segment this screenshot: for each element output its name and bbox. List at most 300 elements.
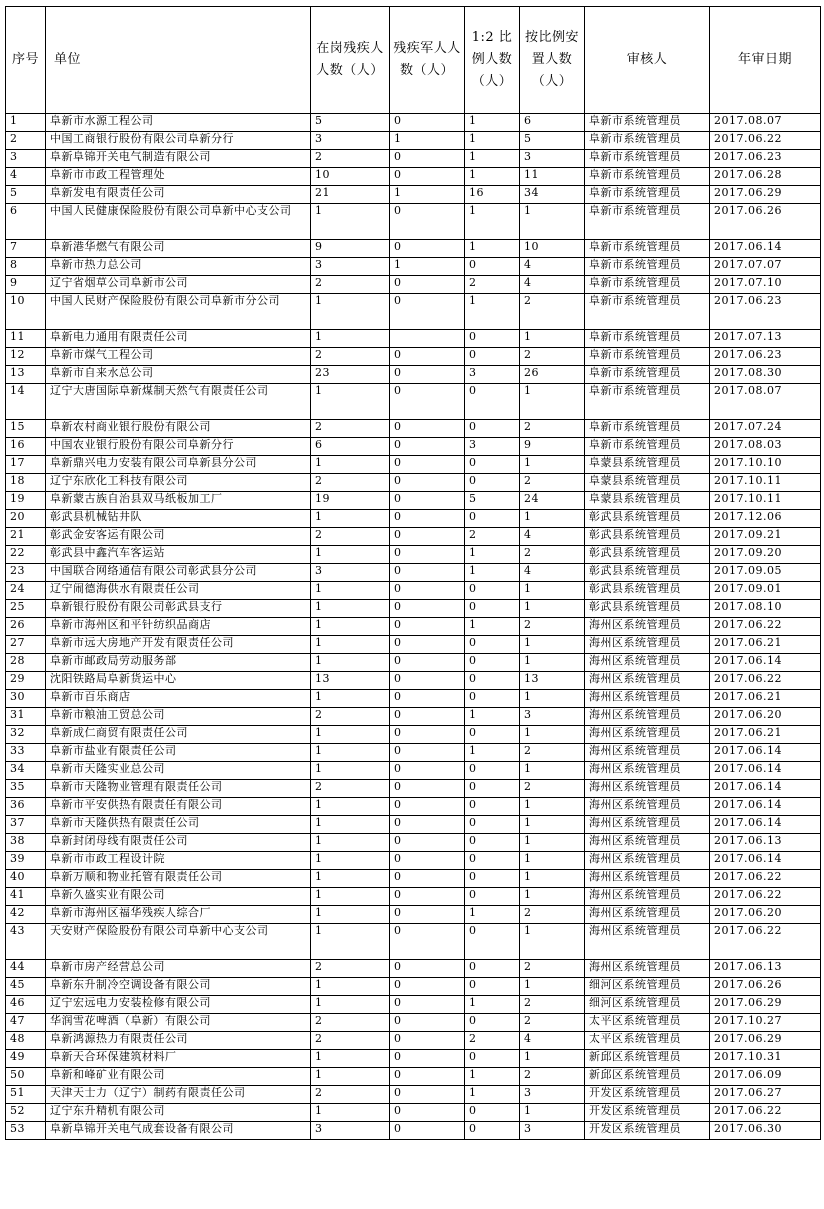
cell-unit: 阜新市粮油工贸总公司 [46, 708, 311, 726]
table-row [6, 1014, 821, 1032]
cell-unit: 天津天士力（辽宁）制药有限责任公司 [46, 1086, 311, 1104]
cell-review-date: 2017.06.14 [710, 240, 821, 258]
cell-review-date: 2017.06.20 [710, 708, 821, 726]
table-row [6, 492, 821, 510]
table-row [6, 258, 821, 276]
cell-disabled-veterans: 0 [390, 276, 465, 294]
cell-placement-count: 34 [520, 186, 585, 204]
cell-reviewer: 海州区系统管理员 [585, 960, 710, 978]
cell-seq: 33 [6, 744, 46, 762]
cell-review-date: 2017.12.06 [710, 510, 821, 528]
cell-unit: 中国工商银行股份有限公司阜新分行 [46, 132, 311, 150]
cell-seq: 24 [6, 582, 46, 600]
cell-placement-count: 2 [520, 474, 585, 492]
table-row [6, 474, 821, 492]
cell-review-date: 2017.09.01 [710, 582, 821, 600]
cell-reviewer: 海州区系统管理员 [585, 888, 710, 906]
cell-disabled-veterans: 0 [390, 438, 465, 456]
cell-placement-count: 4 [520, 564, 585, 582]
cell-ratio-count: 16 [465, 186, 520, 204]
cell-reviewer: 开发区系统管理员 [585, 1086, 710, 1104]
cell-disabled-staff: 1 [311, 834, 390, 852]
cell-seq: 19 [6, 492, 46, 510]
cell-ratio-count: 2 [465, 528, 520, 546]
cell-reviewer: 阜新市系统管理员 [585, 420, 710, 438]
cell-disabled-veterans: 0 [390, 510, 465, 528]
cell-reviewer: 海州区系统管理员 [585, 618, 710, 636]
cell-disabled-veterans: 0 [390, 636, 465, 654]
cell-reviewer: 海州区系统管理员 [585, 654, 710, 672]
cell-disabled-staff: 1 [311, 1104, 390, 1122]
cell-reviewer: 海州区系统管理员 [585, 834, 710, 852]
cell-placement-count: 1 [520, 582, 585, 600]
cell-disabled-staff: 2 [311, 1032, 390, 1050]
cell-ratio-count: 0 [465, 960, 520, 978]
table-row [6, 762, 821, 780]
cell-disabled-veterans: 0 [390, 348, 465, 366]
cell-disabled-staff: 1 [311, 600, 390, 618]
cell-unit: 阜新市盐业有限责任公司 [46, 744, 311, 762]
cell-unit: 阜新蒙古族自治县双马纸板加工厂 [46, 492, 311, 510]
cell-ratio-count: 1 [465, 132, 520, 150]
table-row [6, 348, 821, 366]
cell-disabled-staff: 2 [311, 1086, 390, 1104]
header-seq: 序号 [6, 7, 46, 114]
cell-disabled-staff: 2 [311, 420, 390, 438]
cell-reviewer: 海州区系统管理员 [585, 744, 710, 762]
cell-disabled-staff: 6 [311, 438, 390, 456]
cell-review-date: 2017.06.14 [710, 852, 821, 870]
cell-disabled-veterans: 0 [390, 1068, 465, 1086]
cell-ratio-count: 1 [465, 996, 520, 1014]
cell-disabled-veterans: 0 [390, 150, 465, 168]
table-row [6, 906, 821, 924]
cell-reviewer: 阜新市系统管理员 [585, 294, 710, 330]
cell-reviewer: 海州区系统管理员 [585, 852, 710, 870]
cell-review-date: 2017.06.14 [710, 798, 821, 816]
cell-disabled-staff: 1 [311, 294, 390, 330]
cell-disabled-veterans: 0 [390, 960, 465, 978]
cell-review-date: 2017.06.27 [710, 1086, 821, 1104]
cell-disabled-staff: 10 [311, 168, 390, 186]
cell-ratio-count: 0 [465, 816, 520, 834]
cell-placement-count: 4 [520, 1032, 585, 1050]
cell-seq: 42 [6, 906, 46, 924]
cell-review-date: 2017.06.22 [710, 888, 821, 906]
cell-review-date: 2017.08.03 [710, 438, 821, 456]
cell-disabled-veterans [390, 330, 465, 348]
cell-reviewer: 阜新市系统管理员 [585, 204, 710, 240]
cell-review-date: 2017.06.14 [710, 780, 821, 798]
cell-reviewer: 阜新市系统管理员 [585, 168, 710, 186]
cell-seq: 35 [6, 780, 46, 798]
cell-placement-count: 1 [520, 816, 585, 834]
cell-disabled-veterans: 0 [390, 762, 465, 780]
cell-disabled-staff: 1 [311, 816, 390, 834]
cell-disabled-veterans: 0 [390, 168, 465, 186]
table-row [6, 186, 821, 204]
cell-seq: 29 [6, 672, 46, 690]
cell-unit: 阜新市百乐商店 [46, 690, 311, 708]
cell-reviewer: 彰武县系统管理员 [585, 564, 710, 582]
cell-disabled-staff: 1 [311, 618, 390, 636]
cell-ratio-count: 0 [465, 834, 520, 852]
cell-review-date: 2017.06.22 [710, 672, 821, 690]
cell-reviewer: 阜新市系统管理员 [585, 348, 710, 366]
cell-disabled-staff: 1 [311, 924, 390, 960]
cell-reviewer: 海州区系统管理员 [585, 870, 710, 888]
cell-seq: 14 [6, 384, 46, 420]
cell-review-date: 2017.08.07 [710, 384, 821, 420]
cell-review-date: 2017.07.24 [710, 420, 821, 438]
cell-ratio-count: 0 [465, 1122, 520, 1140]
cell-seq: 11 [6, 330, 46, 348]
cell-review-date: 2017.07.07 [710, 258, 821, 276]
cell-disabled-staff: 1 [311, 654, 390, 672]
cell-placement-count: 1 [520, 1104, 585, 1122]
cell-unit: 阜新封闭母线有限责任公司 [46, 834, 311, 852]
cell-placement-count: 1 [520, 870, 585, 888]
table-row [6, 150, 821, 168]
cell-reviewer: 开发区系统管理员 [585, 1122, 710, 1140]
cell-unit: 阜新港华燃气有限公司 [46, 240, 311, 258]
cell-ratio-count: 0 [465, 780, 520, 798]
cell-disabled-staff: 1 [311, 636, 390, 654]
table-row [6, 690, 821, 708]
cell-disabled-staff: 1 [311, 330, 390, 348]
cell-reviewer: 阜新市系统管理员 [585, 186, 710, 204]
cell-disabled-staff: 1 [311, 1050, 390, 1068]
table-row [6, 708, 821, 726]
cell-reviewer: 彰武县系统管理员 [585, 582, 710, 600]
cell-reviewer: 新邱区系统管理员 [585, 1050, 710, 1068]
cell-disabled-veterans: 0 [390, 672, 465, 690]
cell-unit: 阜新银行股份有限公司彰武县支行 [46, 600, 311, 618]
cell-disabled-staff: 1 [311, 762, 390, 780]
cell-ratio-count: 0 [465, 654, 520, 672]
cell-review-date: 2017.06.23 [710, 150, 821, 168]
cell-reviewer: 彰武县系统管理员 [585, 600, 710, 618]
cell-review-date: 2017.06.20 [710, 906, 821, 924]
cell-disabled-veterans: 0 [390, 798, 465, 816]
cell-placement-count: 1 [520, 510, 585, 528]
cell-disabled-veterans: 0 [390, 744, 465, 762]
cell-review-date: 2017.06.29 [710, 996, 821, 1014]
cell-unit: 阜新市市政工程管理处 [46, 168, 311, 186]
cell-disabled-staff: 3 [311, 1122, 390, 1140]
cell-ratio-count: 1 [465, 114, 520, 132]
cell-unit: 彰武县中鑫汽车客运站 [46, 546, 311, 564]
table-row [6, 852, 821, 870]
cell-seq: 7 [6, 240, 46, 258]
cell-seq: 20 [6, 510, 46, 528]
table-row [6, 978, 821, 996]
cell-unit: 中国人民健康保险股份有限公司阜新中心支公司 [46, 204, 311, 240]
cell-disabled-veterans: 0 [390, 1014, 465, 1032]
cell-disabled-veterans: 0 [390, 906, 465, 924]
cell-ratio-count: 1 [465, 168, 520, 186]
cell-review-date: 2017.09.05 [710, 564, 821, 582]
cell-seq: 37 [6, 816, 46, 834]
cell-unit: 阜新东升制冷空调设备有限公司 [46, 978, 311, 996]
cell-disabled-veterans: 0 [390, 204, 465, 240]
table-row [6, 564, 821, 582]
cell-unit: 中国农业银行股份有限公司阜新分行 [46, 438, 311, 456]
header-disabled-veterans: 残疾军人人数（人） [390, 7, 465, 114]
cell-reviewer: 阜新市系统管理员 [585, 132, 710, 150]
cell-review-date: 2017.06.14 [710, 744, 821, 762]
cell-unit: 阜新市海州区福华残疾人综合厂 [46, 906, 311, 924]
cell-disabled-veterans: 0 [390, 600, 465, 618]
cell-reviewer: 海州区系统管理员 [585, 636, 710, 654]
table-row [6, 240, 821, 258]
cell-reviewer: 阜新市系统管理员 [585, 384, 710, 420]
cell-disabled-staff: 1 [311, 888, 390, 906]
cell-review-date: 2017.10.11 [710, 492, 821, 510]
cell-disabled-veterans: 1 [390, 186, 465, 204]
cell-seq: 48 [6, 1032, 46, 1050]
cell-ratio-count: 3 [465, 366, 520, 384]
cell-ratio-count: 0 [465, 978, 520, 996]
cell-ratio-count: 0 [465, 348, 520, 366]
cell-seq: 9 [6, 276, 46, 294]
cell-seq: 2 [6, 132, 46, 150]
cell-disabled-staff: 5 [311, 114, 390, 132]
cell-disabled-veterans: 0 [390, 1122, 465, 1140]
cell-reviewer: 阜蒙县系统管理员 [585, 456, 710, 474]
table-row [6, 798, 821, 816]
cell-unit: 中国人民财产保险股份有限公司阜新市分公司 [46, 294, 311, 330]
cell-reviewer: 海州区系统管理员 [585, 798, 710, 816]
cell-reviewer: 海州区系统管理员 [585, 708, 710, 726]
cell-ratio-count: 1 [465, 294, 520, 330]
cell-seq: 34 [6, 762, 46, 780]
table-row [6, 420, 821, 438]
cell-disabled-veterans: 0 [390, 474, 465, 492]
cell-placement-count: 2 [520, 420, 585, 438]
cell-ratio-count: 1 [465, 564, 520, 582]
table-row [6, 1086, 821, 1104]
cell-unit: 阜新市水源工程公司 [46, 114, 311, 132]
cell-review-date: 2017.06.28 [710, 168, 821, 186]
cell-disabled-staff: 2 [311, 474, 390, 492]
cell-ratio-count: 0 [465, 870, 520, 888]
cell-ratio-count: 0 [465, 384, 520, 420]
cell-ratio-count: 0 [465, 888, 520, 906]
cell-seq: 49 [6, 1050, 46, 1068]
cell-seq: 44 [6, 960, 46, 978]
cell-unit: 阜新市天隆供热有限责任公司 [46, 816, 311, 834]
cell-ratio-count: 1 [465, 906, 520, 924]
table-row [6, 204, 821, 240]
header-row [6, 7, 821, 114]
cell-ratio-count: 0 [465, 510, 520, 528]
table-row [6, 294, 821, 330]
cell-reviewer: 太平区系统管理员 [585, 1032, 710, 1050]
cell-disabled-staff: 3 [311, 564, 390, 582]
cell-unit: 辽宁大唐国际阜新煤制天然气有限责任公司 [46, 384, 311, 420]
cell-disabled-veterans: 0 [390, 816, 465, 834]
table-row [6, 546, 821, 564]
cell-seq: 17 [6, 456, 46, 474]
cell-placement-count: 9 [520, 438, 585, 456]
cell-placement-count: 2 [520, 348, 585, 366]
cell-review-date: 2017.06.22 [710, 132, 821, 150]
cell-disabled-staff: 3 [311, 258, 390, 276]
cell-disabled-veterans: 0 [390, 366, 465, 384]
table-row [6, 438, 821, 456]
cell-unit: 彰武金安客运有限公司 [46, 528, 311, 546]
cell-disabled-staff: 1 [311, 870, 390, 888]
cell-seq: 23 [6, 564, 46, 582]
cell-disabled-veterans: 0 [390, 384, 465, 420]
cell-seq: 26 [6, 618, 46, 636]
cell-review-date: 2017.06.22 [710, 924, 821, 960]
cell-ratio-count: 0 [465, 636, 520, 654]
cell-unit: 阜新阜锦开关电气制造有限公司 [46, 150, 311, 168]
cell-disabled-veterans: 0 [390, 996, 465, 1014]
table-row [6, 366, 821, 384]
cell-placement-count: 2 [520, 1068, 585, 1086]
cell-unit: 辽宁闹德海供水有限责任公司 [46, 582, 311, 600]
cell-placement-count: 1 [520, 636, 585, 654]
cell-placement-count: 2 [520, 546, 585, 564]
cell-placement-count: 3 [520, 1122, 585, 1140]
cell-ratio-count: 0 [465, 258, 520, 276]
table-row [6, 924, 821, 960]
cell-placement-count: 1 [520, 798, 585, 816]
cell-disabled-veterans: 0 [390, 618, 465, 636]
cell-seq: 18 [6, 474, 46, 492]
cell-disabled-veterans: 0 [390, 546, 465, 564]
cell-placement-count: 1 [520, 924, 585, 960]
cell-disabled-veterans: 0 [390, 564, 465, 582]
cell-seq: 39 [6, 852, 46, 870]
cell-unit: 中国联合网络通信有限公司彰武县分公司 [46, 564, 311, 582]
cell-disabled-veterans: 0 [390, 924, 465, 960]
cell-disabled-veterans: 0 [390, 1050, 465, 1068]
cell-ratio-count: 1 [465, 204, 520, 240]
cell-seq: 4 [6, 168, 46, 186]
table-row [6, 870, 821, 888]
cell-seq: 36 [6, 798, 46, 816]
cell-review-date: 2017.10.10 [710, 456, 821, 474]
cell-seq: 10 [6, 294, 46, 330]
cell-seq: 12 [6, 348, 46, 366]
cell-unit: 辽宁宏远电力安装检修有限公司 [46, 996, 311, 1014]
cell-ratio-count: 0 [465, 456, 520, 474]
cell-disabled-staff: 1 [311, 996, 390, 1014]
cell-seq: 3 [6, 150, 46, 168]
table-row [6, 1104, 821, 1122]
cell-disabled-staff: 2 [311, 708, 390, 726]
cell-disabled-veterans: 0 [390, 420, 465, 438]
cell-placement-count: 2 [520, 780, 585, 798]
cell-disabled-veterans: 0 [390, 240, 465, 258]
cell-ratio-count: 0 [465, 672, 520, 690]
cell-disabled-veterans: 0 [390, 834, 465, 852]
cell-disabled-staff: 19 [311, 492, 390, 510]
cell-ratio-count: 0 [465, 924, 520, 960]
cell-disabled-staff: 2 [311, 276, 390, 294]
table-row [6, 330, 821, 348]
cell-unit: 辽宁省烟草公司阜新市公司 [46, 276, 311, 294]
cell-placement-count: 1 [520, 204, 585, 240]
cell-review-date: 2017.06.26 [710, 204, 821, 240]
cell-ratio-count: 0 [465, 852, 520, 870]
cell-reviewer: 阜新市系统管理员 [585, 330, 710, 348]
table-row [6, 600, 821, 618]
header-ratio-count: 1:2 比例人数（人） [465, 7, 520, 114]
cell-review-date: 2017.06.22 [710, 870, 821, 888]
cell-placement-count: 13 [520, 672, 585, 690]
cell-disabled-veterans: 0 [390, 726, 465, 744]
cell-disabled-staff: 9 [311, 240, 390, 258]
cell-ratio-count: 0 [465, 1050, 520, 1068]
cell-review-date: 2017.10.11 [710, 474, 821, 492]
cell-reviewer: 海州区系统管理员 [585, 924, 710, 960]
cell-disabled-veterans: 0 [390, 582, 465, 600]
cell-placement-count: 1 [520, 726, 585, 744]
cell-review-date: 2017.06.30 [710, 1122, 821, 1140]
cell-review-date: 2017.06.14 [710, 654, 821, 672]
cell-seq: 6 [6, 204, 46, 240]
cell-disabled-veterans: 0 [390, 294, 465, 330]
table-row [6, 888, 821, 906]
cell-seq: 40 [6, 870, 46, 888]
cell-placement-count: 4 [520, 258, 585, 276]
cell-reviewer: 太平区系统管理员 [585, 1014, 710, 1032]
cell-unit: 阜新阜锦开关电气成套设备有限公司 [46, 1122, 311, 1140]
cell-placement-count: 2 [520, 618, 585, 636]
cell-reviewer: 海州区系统管理员 [585, 816, 710, 834]
cell-ratio-count: 0 [465, 762, 520, 780]
cell-reviewer: 阜新市系统管理员 [585, 366, 710, 384]
cell-reviewer: 阜新市系统管理员 [585, 150, 710, 168]
cell-disabled-staff: 2 [311, 960, 390, 978]
cell-ratio-count: 3 [465, 438, 520, 456]
cell-disabled-veterans: 0 [390, 978, 465, 996]
table-row [6, 672, 821, 690]
cell-seq: 27 [6, 636, 46, 654]
cell-disabled-veterans: 0 [390, 870, 465, 888]
cell-disabled-staff: 1 [311, 1068, 390, 1086]
cell-unit: 阜新天合环保建筑材料厂 [46, 1050, 311, 1068]
cell-review-date: 2017.08.10 [710, 600, 821, 618]
table-row [6, 618, 821, 636]
cell-reviewer: 彰武县系统管理员 [585, 510, 710, 528]
cell-ratio-count: 0 [465, 330, 520, 348]
cell-unit: 阜新市自来水总公司 [46, 366, 311, 384]
cell-review-date: 2017.09.21 [710, 528, 821, 546]
cell-reviewer: 海州区系统管理员 [585, 762, 710, 780]
cell-placement-count: 1 [520, 384, 585, 420]
table-row [6, 834, 821, 852]
cell-disabled-staff: 1 [311, 978, 390, 996]
cell-review-date: 2017.07.10 [710, 276, 821, 294]
cell-disabled-staff: 1 [311, 546, 390, 564]
cell-disabled-staff: 23 [311, 366, 390, 384]
cell-disabled-veterans: 0 [390, 528, 465, 546]
cell-unit: 阜新市煤气工程公司 [46, 348, 311, 366]
cell-unit: 阜新市邮政局劳动服务部 [46, 654, 311, 672]
cell-review-date: 2017.08.07 [710, 114, 821, 132]
cell-placement-count: 2 [520, 906, 585, 924]
cell-ratio-count: 0 [465, 600, 520, 618]
cell-disabled-staff: 1 [311, 690, 390, 708]
table-row [6, 510, 821, 528]
table-row [6, 276, 821, 294]
